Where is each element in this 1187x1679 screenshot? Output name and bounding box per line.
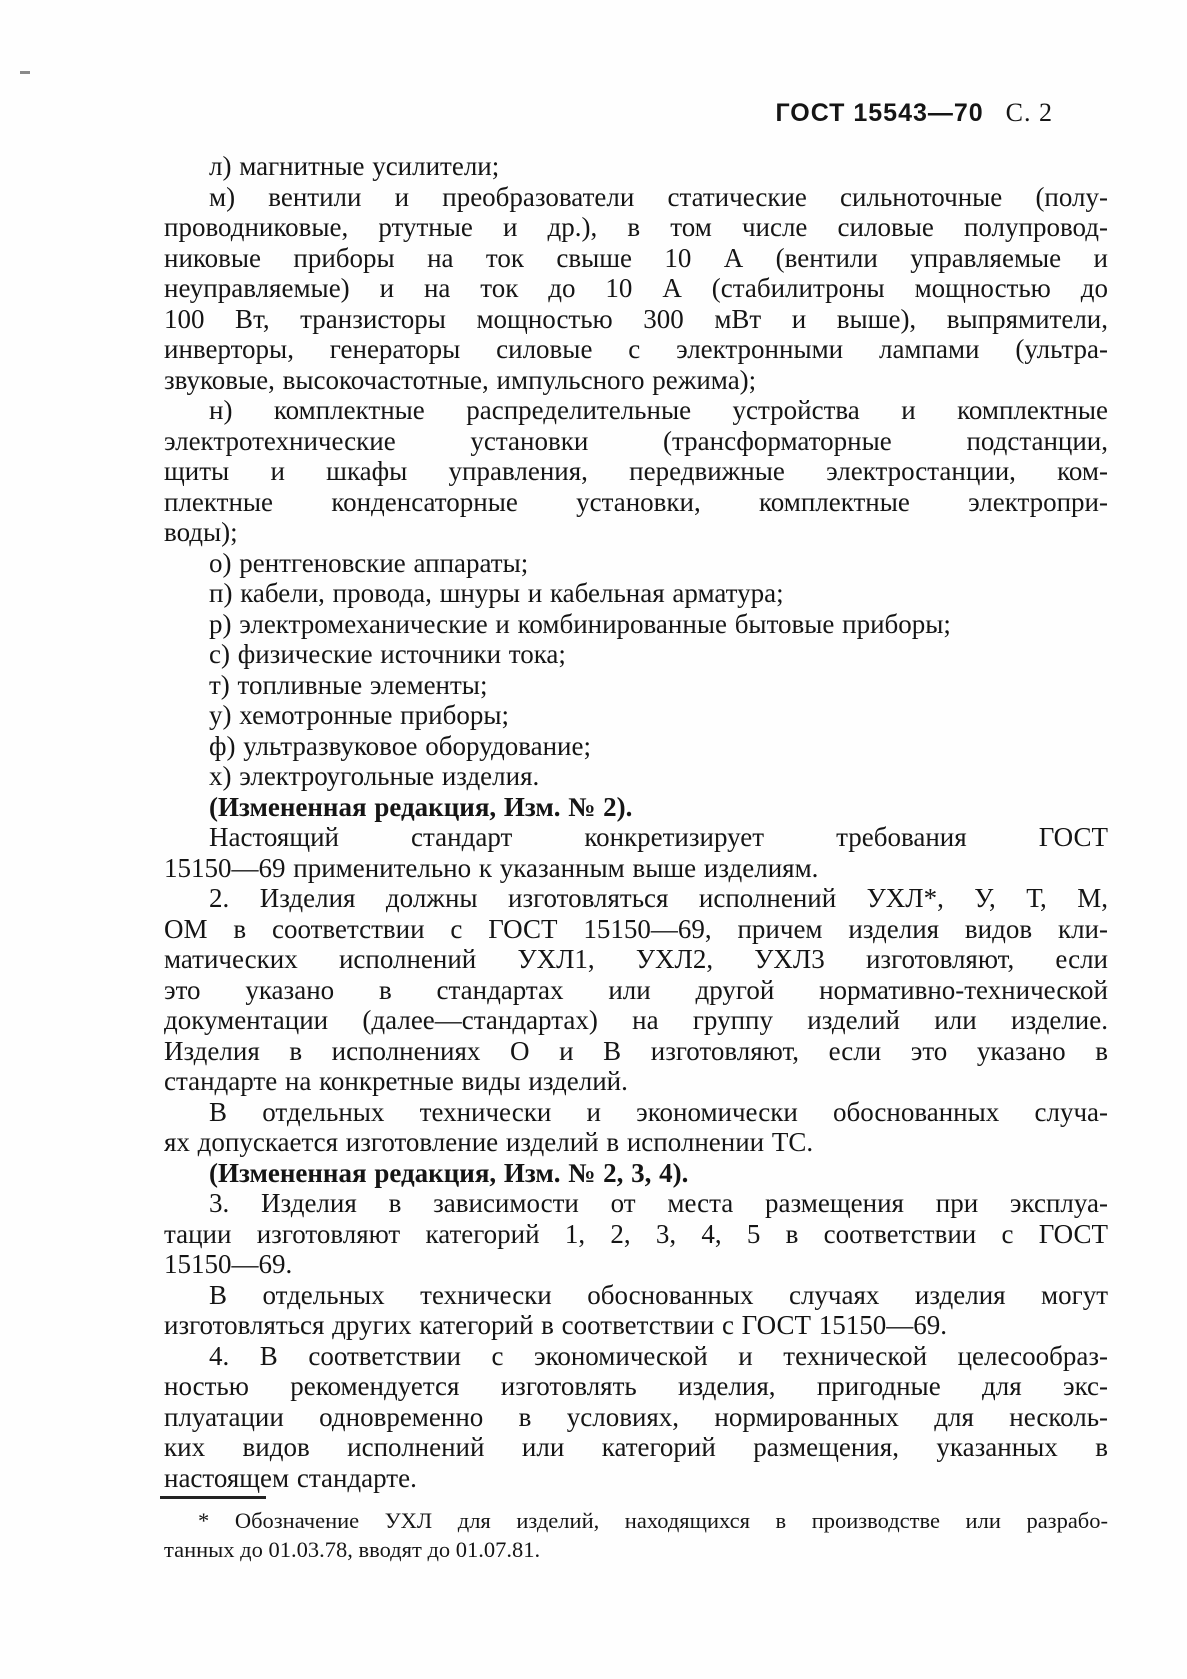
paragraph bbox=[164, 670, 1108, 701]
text-line: ких видов исполнений или категорий размещения, указанных в bbox=[164, 1432, 1108, 1462]
paragraph bbox=[164, 609, 1108, 640]
text-line: В отдельных технически обоснованных случаях изделия могут bbox=[209, 1279, 1108, 1310]
text-line: настоящем стандарте. bbox=[164, 1462, 417, 1493]
paragraph bbox=[164, 1188, 1108, 1280]
text-line: звуковые, высокочастотные, импульсного режима); bbox=[164, 364, 757, 395]
text-line: р) электромеханические и комбинированные бытовые приборы; bbox=[209, 608, 951, 639]
page-header bbox=[164, 98, 1053, 128]
text-line: это указано в стандартах или другой нормативно-технической bbox=[164, 974, 1108, 1005]
text-line: тации изготовляют категорий 1, 2, 3, 4, 5 в соответствии с ГОСТ bbox=[164, 1218, 1108, 1249]
text-line: л) магнитные усилители; bbox=[209, 151, 500, 181]
document-body bbox=[164, 151, 1108, 1493]
text-line: воды); bbox=[164, 517, 238, 547]
scan-artifact-speck bbox=[20, 71, 30, 74]
text-line: п) кабели, провода, шнуры и кабельная арматура; bbox=[209, 578, 784, 608]
text-line: ф) ультразвуковое оборудование; bbox=[209, 730, 591, 761]
text-line: (Измененная редакция, Изм. № 2, 3, 4). bbox=[209, 1157, 689, 1188]
paragraph bbox=[164, 151, 1108, 182]
text-line: танных до 01.03.78, вводят до 01.07.81. bbox=[164, 1537, 541, 1562]
paragraph bbox=[164, 761, 1108, 792]
text-line: инверторы, генераторы силовые с электронными лампами (ультра- bbox=[164, 334, 1108, 364]
text-line: 100 Вт, транзисторы мощностью 300 мВт и выше), выпрямители, bbox=[164, 303, 1108, 334]
text-line: х) электроугольные изделия. bbox=[209, 761, 540, 791]
paragraph bbox=[164, 548, 1108, 579]
text-line: изготовляться других категорий в соответствии с ГОСТ 15150—69. bbox=[164, 1310, 947, 1340]
text-line: м) вентили и преобразователи статические сильноточные (полу- bbox=[209, 181, 1108, 212]
standard-number: ГОСТ 15543—70 bbox=[775, 99, 984, 127]
footnote-divider bbox=[160, 1496, 266, 1499]
text-line: 15150—69 применительно к указанным выше изделиям. bbox=[164, 852, 819, 883]
text-line: 15150—69. bbox=[164, 1249, 293, 1279]
text-line: матических исполнений УХЛ1, УХЛ2, УХЛ3 изготовляют, если bbox=[164, 944, 1108, 974]
paragraph bbox=[164, 182, 1108, 396]
paragraph bbox=[164, 1158, 1108, 1189]
paragraph bbox=[164, 578, 1108, 609]
text-line: электротехнические установки (трансформаторные подстанции, bbox=[164, 425, 1108, 456]
text-line: ях допускается изготовление изделий в исполнении ТС. bbox=[164, 1127, 814, 1157]
text-line: у) хемотронные приборы; bbox=[209, 700, 509, 730]
text-line: плуатации одновременно в условиях, нормированных для несколь- bbox=[164, 1401, 1108, 1432]
text-line: ОМ в соответствии с ГОСТ 15150—69, причем изделия видов кли- bbox=[164, 913, 1108, 944]
text-line: с) физические источники тока; bbox=[209, 639, 566, 669]
text-line: неуправляемые) и на ток до 10 А (стабилитроны мощностью до bbox=[164, 273, 1108, 303]
paragraph bbox=[164, 822, 1108, 883]
text-line: (Измененная редакция, Изм. № 2). bbox=[209, 791, 633, 822]
text-line: 4. В соответствии с экономической и технической целесообраз- bbox=[209, 1340, 1108, 1371]
footnote bbox=[164, 1506, 1108, 1564]
text-line: н) комплектные распределительные устройства и комплектные bbox=[209, 395, 1108, 425]
paragraph bbox=[164, 1097, 1108, 1158]
text-line: Настоящий стандарт конкретизирует требования ГОСТ bbox=[209, 822, 1108, 852]
paragraph bbox=[164, 395, 1108, 548]
paragraph bbox=[164, 731, 1108, 762]
text-line: Изделия в исполнениях О и В изготовляют, если это указано в bbox=[164, 1035, 1108, 1066]
text-line: документации (далее—стандартах) на группу изделий или изделие. bbox=[164, 1005, 1108, 1035]
text-line: о) рентгеновские аппараты; bbox=[209, 547, 529, 578]
paragraph bbox=[164, 792, 1108, 823]
text-line: никовые приборы на ток свыше 10 А (вентили управляемые и bbox=[164, 242, 1108, 273]
text-line: т) топливные элементы; bbox=[209, 669, 488, 700]
text-line: щиты и шкафы управления, передвижные электростанции, ком- bbox=[164, 456, 1108, 486]
text-line: 2. Изделия должны изготовляться исполнений УХЛ*, У, Т, М, bbox=[209, 883, 1108, 913]
paragraph bbox=[164, 1280, 1108, 1341]
text-line: проводниковые, ртутные и др.), в том числе силовые полупровод- bbox=[164, 212, 1108, 242]
text-line: В отдельных технически и экономически обоснованных случа- bbox=[209, 1096, 1108, 1127]
text-line: ностью рекомендуется изготовлять изделия, пригодные для экс- bbox=[164, 1371, 1108, 1401]
paragraph bbox=[164, 883, 1108, 1097]
paragraph bbox=[164, 1341, 1108, 1494]
paragraph bbox=[164, 700, 1108, 731]
text-line: 3. Изделия в зависимости от места размещения при эксплуа- bbox=[209, 1188, 1108, 1218]
text-line: стандарте на конкретные виды изделий. bbox=[164, 1066, 628, 1096]
text-line: * Обозначение УХЛ для изделий, находящихся в производстве или разрабо- bbox=[198, 1508, 1108, 1533]
text-line: плектные конденсаторные установки, комплектные электропри- bbox=[164, 486, 1108, 517]
page-number: С. 2 bbox=[1005, 98, 1053, 127]
paragraph bbox=[164, 639, 1108, 670]
